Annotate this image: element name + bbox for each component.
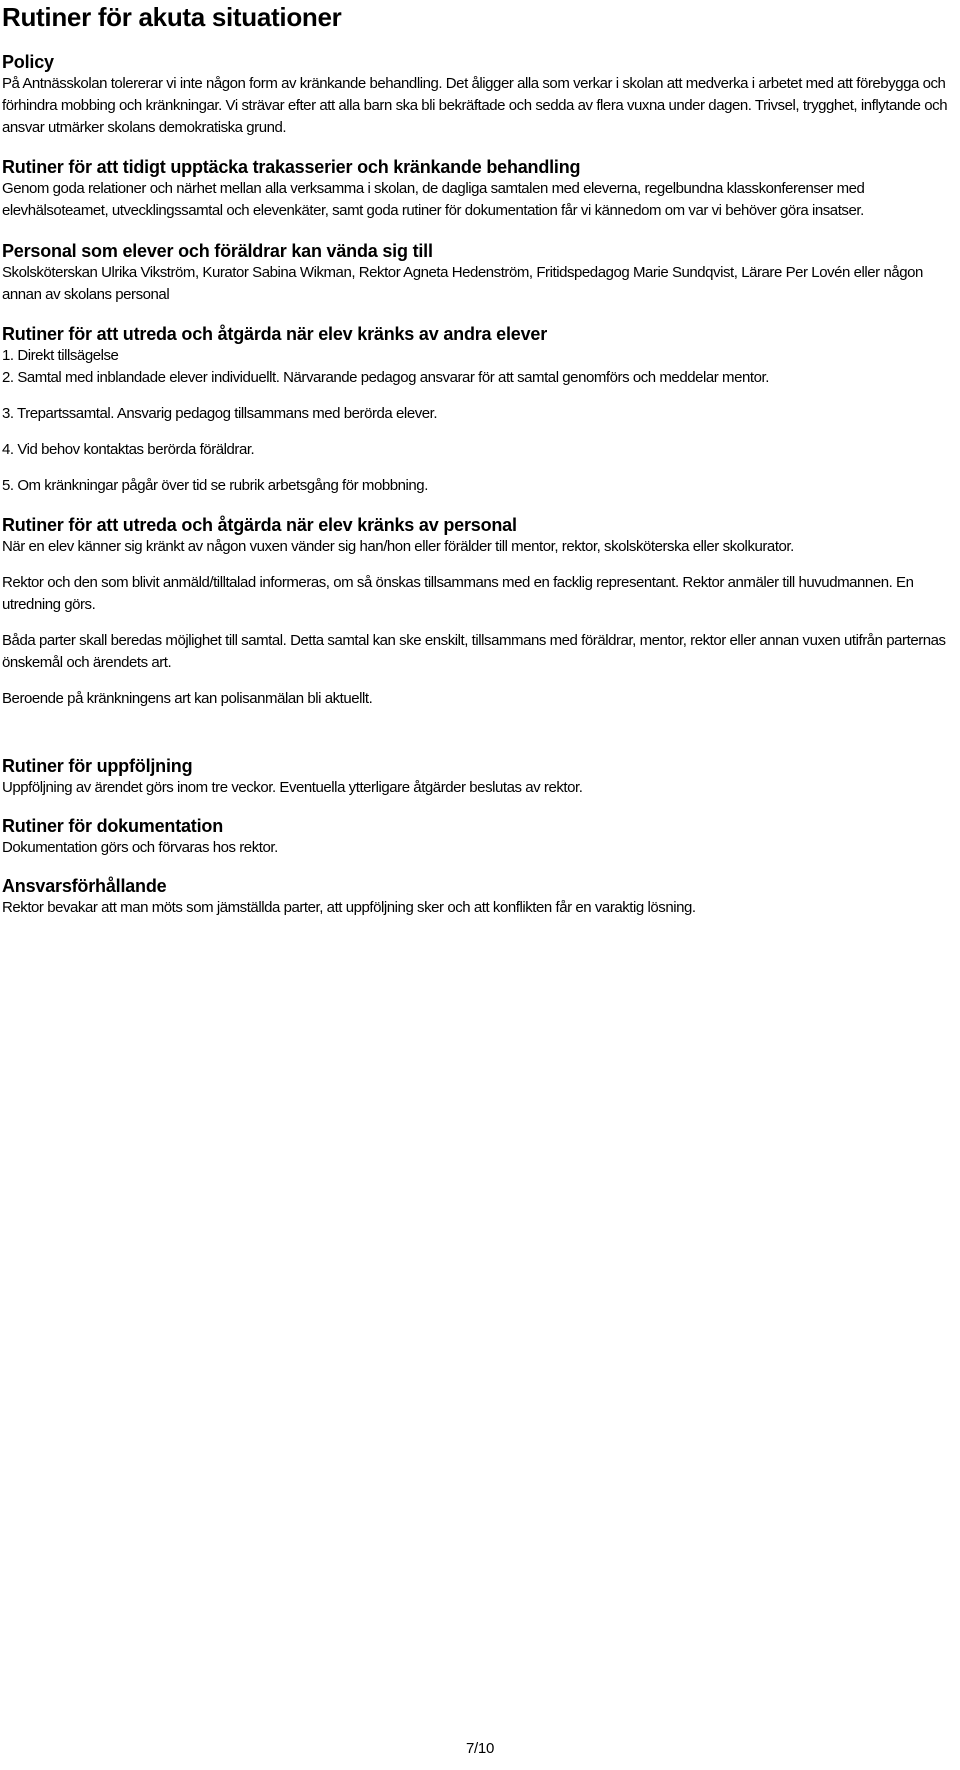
section-responsibility [2, 875, 950, 919]
section-paragraph: När en elev känner sig kränkt av någon vuxen vänder sig han/hon eller förälder till mentor, rektor, skolsköterska eller skolkurator. [2, 538, 794, 555]
procedure-step: 1. Direkt tillsägelse [2, 347, 119, 364]
section-text-early-detection: Genom goda relationer och närhet mellan alla verksamma i skolan, de dagliga samtalen med eleverna, regelbundna klasskonferenser med elevhälsoteamet, utvecklingssamtal och elevenkäter, samt goda rutiner för dokumentation får vi kännedom om var vi behöver göra insatser. [2, 180, 865, 219]
procedure-step: 2. Samtal med inblandade elever individuellt. Närvarande pedagog ansvarar för att samtal genomförs och meddelar mentor. [2, 369, 769, 386]
section-documentation [2, 815, 950, 859]
section-paragraph: Beroende på kränkningens art kan polisanmälan bli aktuellt. [2, 690, 373, 707]
page-number: 7/10 [466, 1740, 494, 1757]
section-heading-policy: Policy [2, 52, 54, 72]
procedure-step: 3. Trepartssamtal. Ansvarig pedagog tillsammans med berörda elever. [2, 405, 438, 422]
section-student-offended-by-students [2, 323, 950, 497]
section-contacts [2, 240, 950, 306]
section-heading-student-offended-by-staff: Rutiner för att utreda och åtgärda när elev kränks av personal [2, 515, 517, 535]
procedure-step: 4. Vid behov kontaktas berörda föräldrar. [2, 441, 255, 458]
section-text-contacts: Skolsköterskan Ulrika Vikström, Kurator Sabina Wikman, Rektor Agneta Hedenström, Fritidspedagog Marie Sundqvist, Lärare Per Lovén eller någon annan av skolans personal [2, 264, 923, 303]
section-heading-student-offended-by-students: Rutiner för att utreda och åtgärda när elev kränks av andra elever [2, 324, 548, 344]
section-student-offended-by-staff [2, 514, 950, 710]
section-heading-contacts: Personal som elever och föräldrar kan vända sig till [2, 241, 433, 261]
section-early-detection [2, 156, 950, 222]
procedure-step: 5. Om kränkningar pågår över tid se rubrik arbetsgång för mobbning. [2, 477, 428, 494]
section-heading-documentation: Rutiner för dokumentation [2, 816, 223, 836]
section-follow-up [2, 755, 950, 799]
section-text-policy: På Antnässkolan tolererar vi inte någon form av kränkande behandling. Det åligger alla som verkar i skolan att medverka i arbetet med att förebygga och förhindra mobbing och kränkningar. Vi strävar efter att alla barn ska bli bekräftade och sedda av flera vuxna under dagen. Trivsel, trygghet, inflytande och ansvar utmärker skolans demokratiska grund. [2, 75, 948, 136]
section-text-responsibility: Rektor bevakar att man möts som jämställda parter, att uppföljning sker och att konflikten får en varaktig lösning. [2, 899, 696, 916]
section-text-documentation: Dokumentation görs och förvaras hos rektor. [2, 839, 278, 856]
section-heading-early-detection: Rutiner för att tidigt upptäcka trakasserier och kränkande behandling [2, 157, 581, 177]
section-policy [2, 51, 950, 139]
section-paragraph: Rektor och den som blivit anmäld/tilltalad informeras, om så önskas tillsammans med en facklig representant. Rektor anmäler till huvudmannen. En utredning görs. [2, 574, 914, 613]
section-text-follow-up: Uppföljning av ärendet görs inom tre veckor. Eventuella ytterligare åtgärder beslutas av rektor. [2, 779, 583, 796]
section-heading-follow-up: Rutiner för uppföljning [2, 756, 193, 776]
section-heading-responsibility: Ansvarsförhållande [2, 876, 167, 896]
page-title: Rutiner för akuta situationer [2, 2, 342, 32]
section-paragraph: Båda parter skall beredas möjlighet till samtal. Detta samtal kan ske enskilt, tillsammans med föräldrar, mentor, rektor eller annan vuxen utifrån parternas önskemål och ärendets art. [2, 632, 946, 671]
